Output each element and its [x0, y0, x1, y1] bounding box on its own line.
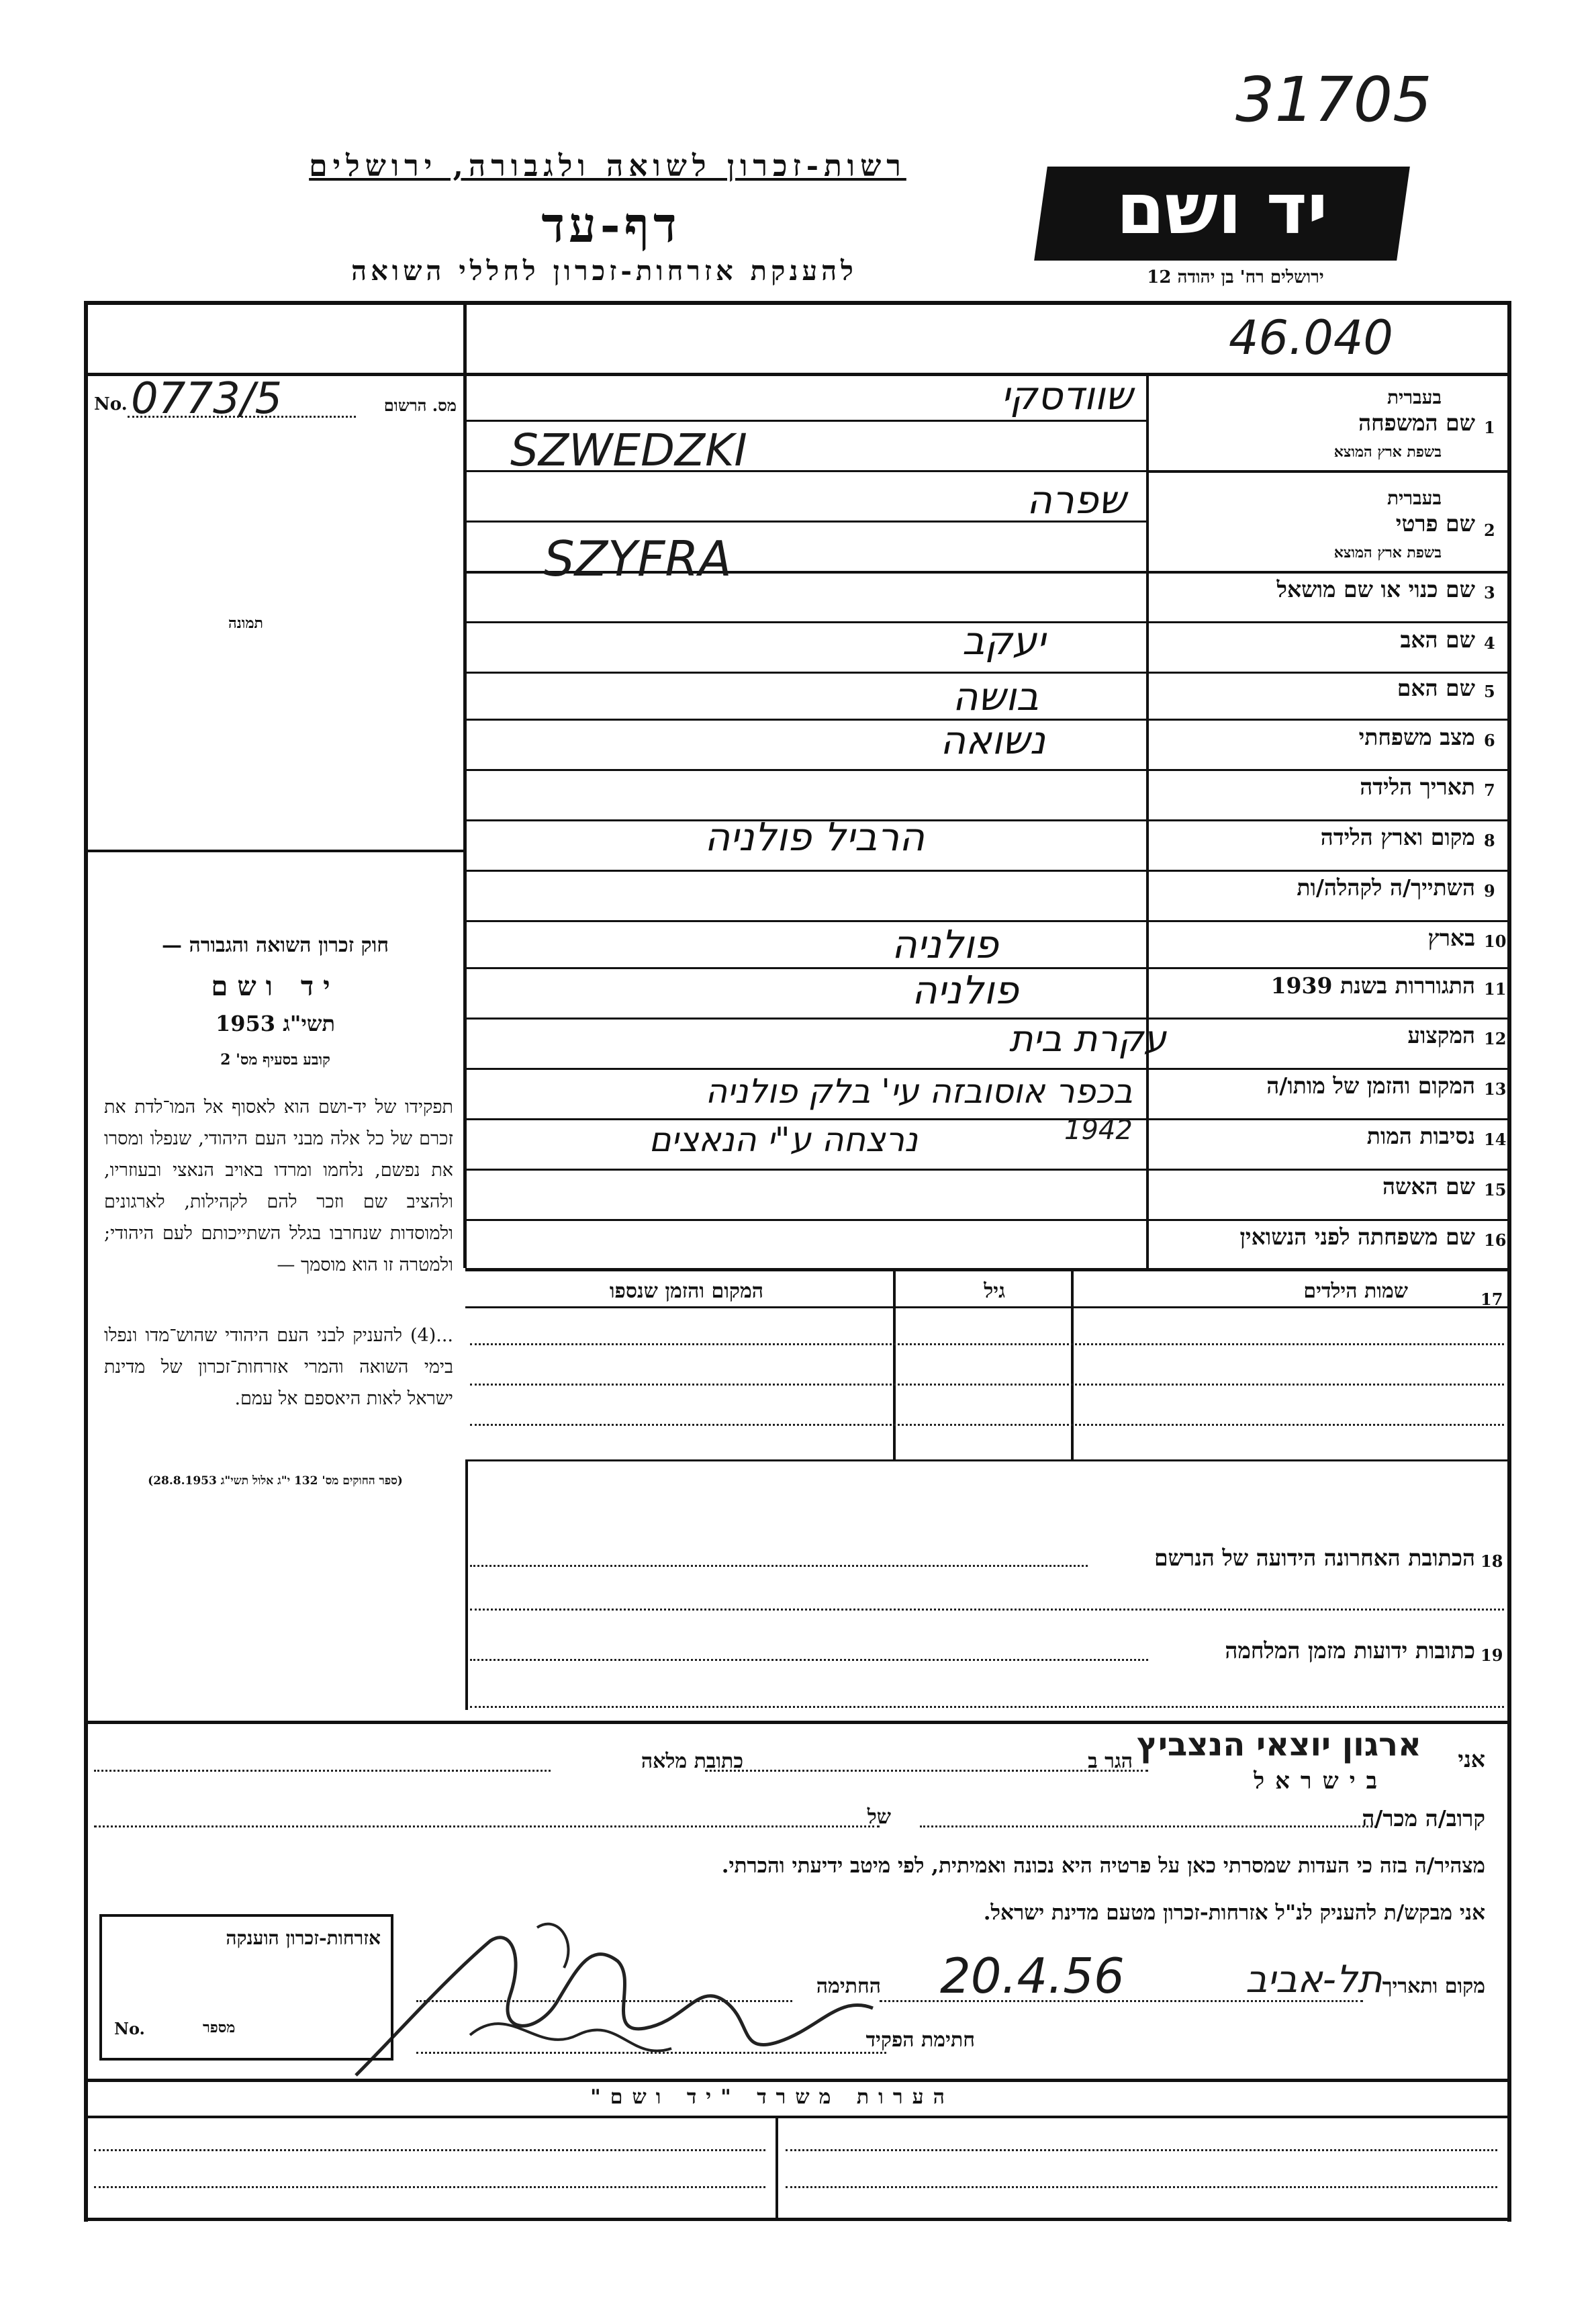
authority-title: רשות-זכרון לשואה ולגבורה, ירושלים: [309, 149, 906, 183]
field-9-number: 9: [1484, 881, 1495, 901]
field-8-label: מקום וארץ הלידה: [1320, 824, 1475, 850]
children-names-header: שמות הילדים: [1303, 1279, 1408, 1303]
field-19-number: 19: [1481, 1645, 1503, 1665]
field-7-number: 7: [1484, 780, 1495, 800]
field-5-value: בושה: [952, 674, 1039, 719]
signature-label: החתימה: [816, 1975, 881, 1998]
law-text-1: תפקידו של יד-ושם הוא לאסוף אל המו־לדת את זכרם של כל אלה מבני העם היהודי, שנפלו ומסרו את נפשם, נלחמו ומרדו באויב הנאצי ובעוזריו, ולהציב שם וזכר להם לקהילות, לארגונים ולמוסדות שנחרבו בגלל השתייכותם לעם היהודי; ולמטרה זו הוא מוסמך —: [104, 1097, 453, 1275]
declaration-in-israel: בישראל: [1254, 1768, 1388, 1795]
registration-number-label: מס. הרשום: [383, 396, 457, 415]
field-10-number: 10: [1484, 932, 1507, 951]
field-4-number: 4: [1484, 633, 1495, 653]
no-prefix: No.: [94, 394, 128, 414]
declaration-statement: מצהיר/ה בזה כי העדות שמסרתי כאן על פרטיה היא נכונה ואמיתית, לפי מיטב ידיעתי והכרתי.: [721, 1854, 1485, 1878]
field-8-number: 8: [1484, 831, 1495, 850]
field-2-label: שם פרטי: [1395, 510, 1475, 537]
field-14-label: נסיבות המות: [1366, 1123, 1475, 1149]
field-11-value: פולניה: [911, 967, 1019, 1013]
declaration-ani: אני: [1458, 1746, 1485, 1772]
field-12-label: המקצוע: [1407, 1022, 1475, 1048]
law-title: חוק זכרון השואה והגבורה —: [162, 934, 389, 957]
field-12-value: עקרת בית: [1008, 1018, 1166, 1060]
declaration-resident-at: הגר ב: [1088, 1750, 1133, 1773]
law-source: (ספר החוקים מס' 132 י"ג אלול תשי"ג 28.8.1953): [148, 1474, 403, 1488]
field-13-value: בכפר אוסובזה עי' בלק פולניה: [705, 1072, 1133, 1111]
officer-signature-label: חתימת הפקיד: [865, 2028, 975, 2052]
field-18-label: הכתובת האחרונה הידועה של הנרשם: [1154, 1545, 1475, 1571]
field-9-label: השתייך/ה לקהלה/ות: [1297, 874, 1475, 901]
field-7-label: תאריך הלידה: [1360, 774, 1475, 800]
field-11-number: 11: [1484, 979, 1507, 999]
signature: [336, 1901, 940, 2089]
place-value: תל-אביב: [1246, 1958, 1382, 2001]
declaration-organization: ארגון יוצאי הנצביץ: [1137, 1726, 1421, 1764]
citizenship-stamp-box: [99, 1914, 393, 2061]
form-subtitle: להענקת אזרחות-זכרון לחללי השואה: [351, 255, 857, 287]
field-2-number: 2: [1484, 521, 1495, 540]
field-1-value-latin: SZWEDZKI: [510, 424, 747, 476]
field-3-number: 3: [1484, 583, 1495, 602]
field-3-label: שם כנוי או שם מושאל: [1276, 576, 1475, 602]
stamp-box-number-label: מספר: [203, 2019, 236, 2036]
field-5-number: 5: [1484, 682, 1495, 701]
declaration-relative: קרוב/ה מכר/ה: [1362, 1805, 1485, 1832]
form-title: דף-עד: [541, 196, 681, 253]
stamp-box-no: No.: [114, 2019, 145, 2038]
field-1-number: 1: [1484, 418, 1495, 437]
archive-number: 31705: [1235, 64, 1432, 136]
field-8-value: הרביל פולניה: [704, 814, 925, 860]
field-14-value: נרצחה ע"י הנאצים: [649, 1120, 918, 1159]
field-15-label: שם האשה: [1382, 1173, 1475, 1200]
field-10-label: בארץ: [1427, 925, 1475, 951]
field-16-label: שם משפחתה לפני הנשואין: [1239, 1224, 1475, 1250]
field-14-number: 14: [1484, 1130, 1507, 1149]
children-table-number: 17: [1481, 1290, 1503, 1309]
page-number: 46.040: [1229, 310, 1393, 365]
declaration-request: אני מבקש/ת להעניק לנ"ל אזרחות-זכרון מטעם מדינת ישראל.: [983, 1901, 1485, 1925]
field-6-value: נשואה: [940, 717, 1045, 763]
registration-number-row: [94, 374, 457, 426]
field-1-sub-top: בעברית: [1387, 386, 1442, 408]
place-date-label: מקום ותאריך: [1382, 1975, 1485, 1998]
field-6-number: 6: [1484, 731, 1495, 750]
law-name: יד ושם: [211, 970, 340, 1002]
field-13-label: המקום והזמן של מותו/ה: [1266, 1073, 1475, 1099]
field-15-number: 15: [1484, 1180, 1507, 1200]
field-16-number: 16: [1484, 1230, 1507, 1250]
field-6-label: מצב משפחתי: [1358, 724, 1475, 750]
law-section: קובע בסעיף מס' 2: [220, 1051, 330, 1069]
field-12-number: 12: [1484, 1029, 1507, 1048]
field-5-label: שם האם: [1397, 675, 1475, 701]
field-4-label: שם האב: [1400, 627, 1475, 653]
field-10-value: פולניה: [891, 921, 998, 967]
children-place-header: המקום והזמן שנספו: [609, 1279, 763, 1303]
field-1-sub-bottom: בשפת ארץ המוצא: [1333, 443, 1442, 461]
logo-text: יד ושם: [1116, 168, 1328, 250]
date-value: 20.4.56: [940, 1948, 1125, 2004]
stamp-box-title: אזרחות-זכרון הוענקה: [226, 1927, 381, 1949]
field-11-label: התגוררות בשנת 1939: [1270, 973, 1475, 999]
field-2-sub-top: בעברית: [1387, 487, 1442, 509]
field-19-label: כתובות ידועות מזמן המלחמה: [1225, 1637, 1475, 1664]
field-14-year: 1942: [1064, 1115, 1133, 1146]
field-13-number: 13: [1484, 1079, 1507, 1099]
law-text-2: ...(4) להעניק לבני העם היהודי שהוש־מדו ונפלו בימי השואה והמרי אזרחות־זכרון של מדינת ישראל לאות היאספם אל עמם.: [104, 1325, 453, 1409]
field-2-sub-bottom: בשפת ארץ המוצא: [1333, 544, 1442, 561]
field-18-number: 18: [1481, 1551, 1503, 1571]
logo-address: ירושלים רח' בן יהודה 12: [1147, 267, 1324, 287]
notes-label: הערות משרד "יד ושם": [590, 2085, 954, 2109]
field-4-value: יעקב: [962, 618, 1045, 664]
field-2-value-latin: SZYFRA: [544, 531, 732, 587]
children-age-header: גיל: [984, 1279, 1005, 1303]
law-year: תשי"ג 1953: [216, 1011, 335, 1036]
field-2-value-hebrew: שפרה: [1027, 477, 1126, 523]
declaration-full-address: כתובת מלאה: [641, 1750, 743, 1773]
declaration-of: של: [867, 1805, 891, 1829]
registration-number-value: 0773/5: [131, 374, 283, 424]
field-1-label: שם המשפחה: [1358, 410, 1475, 436]
field-1-value-hebrew: שוודסקי: [1000, 373, 1133, 418]
photo-label: תמונה: [228, 615, 263, 632]
